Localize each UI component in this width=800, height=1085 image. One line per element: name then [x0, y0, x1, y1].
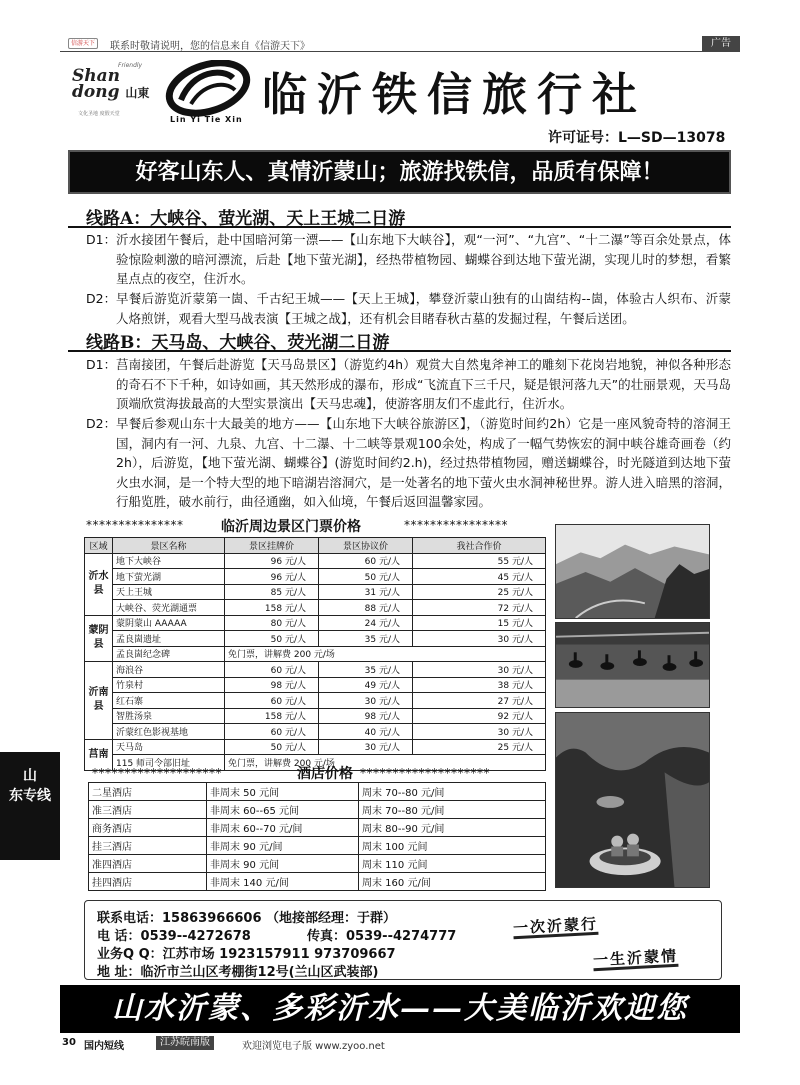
agreed-price: 30 元/人 [319, 739, 413, 755]
list-price: 60 元/人 [225, 724, 319, 740]
source-note: 联系时敬请说明，您的信息来自《信游天下》 [110, 41, 310, 52]
agency-name: 临沂铁信旅行社 [262, 68, 648, 121]
agreed-price: 50 元/人 [319, 569, 413, 585]
hotel-type: 挂三酒店 [89, 837, 207, 855]
publication-logo: 信游天下 [68, 38, 98, 49]
side-section-tab [0, 752, 60, 860]
table-row [85, 662, 546, 678]
list-price: 60 元/人 [225, 662, 319, 678]
table-row [85, 600, 546, 616]
section-name: 国内短线 [84, 1041, 124, 1052]
weekday-price: 非周末 50 元间 [207, 783, 359, 801]
cave-boat-photo [555, 712, 710, 888]
cooperation-price: 72 元/人 [413, 600, 546, 616]
logo-tagline: 文化圣地 度假天堂 [78, 111, 120, 117]
table-row [85, 646, 546, 662]
footer-note: 欢迎浏览电子版 www.zyoo.net [242, 1041, 385, 1052]
cooperation-price: 38 元/人 [413, 677, 546, 693]
weekend-price: 周末 110 元间 [359, 855, 546, 873]
list-price: 98 元/人 [225, 677, 319, 693]
agreed-price: 30 元/人 [319, 693, 413, 709]
table-row [89, 873, 546, 891]
contact-qq: 业务Q Q：江苏市场 1923157911 973709667 [97, 947, 396, 962]
ticket-price-table [84, 537, 546, 771]
day-text: 早餐后游览沂蒙第一崮、千古纪王城——【天上王城】，攀登沂蒙山独有的山崮结构--崮，体验古人织布、沂蒙人烙煎饼，观看大型马战表演【王城之战】，还有机会目睹春秋古墓的发掘过程，午餐后送团。 [116, 291, 731, 326]
day-text: 莒南接团，午餐后赴游览【天马岛景区】（游览约4h）观赏大自然鬼斧神工的雕刻下花岗岩地貌，神似各种形态的奇石不下千种，如诗如画，其天然形成的瀑布，形成“飞流直下三千尺，疑是银河落九天”的壮丽景观，天马岛顶端欣赏海拔最高的大型实景演出【天马忠魂】，使游客朋友们不虚此行，住沂水。 [116, 357, 731, 411]
welcome-banner: 山水沂蒙、多彩沂水——大美临沂欢迎您 [60, 985, 740, 1033]
weekend-price: 周末 100 元间 [359, 837, 546, 855]
side-tab-line: 东专线 [9, 788, 51, 804]
table-row [85, 693, 546, 709]
table-row [85, 553, 546, 569]
top-strip [60, 36, 740, 52]
edition-tag: 江苏皖南版 [156, 1036, 214, 1050]
list-price: 85 元/人 [225, 584, 319, 600]
contact-fax: 传真：0539--4274777 [307, 929, 457, 944]
cooperation-price: 92 元/人 [413, 708, 546, 724]
page-footer [62, 1036, 742, 1052]
agreed-price: 31 元/人 [319, 584, 413, 600]
day-label: D1： [86, 232, 117, 247]
hotel-section-title: 酒店价格 [297, 766, 353, 782]
region-cell: 蒙阴县 [85, 615, 113, 662]
agreed-price: 35 元/人 [319, 631, 413, 647]
attraction-name: 红石寨 [113, 693, 225, 709]
table-row [85, 631, 546, 647]
ticket-section-header [86, 516, 546, 534]
route-b-underline [68, 348, 731, 354]
table-row [89, 837, 546, 855]
column-header: 景区挂牌价 [225, 538, 319, 554]
table-header-row [85, 538, 546, 554]
table-row [85, 724, 546, 740]
agreed-price: 88 元/人 [319, 600, 413, 616]
column-header: 我社合作价 [413, 538, 546, 554]
weekend-price: 周末 70--80 元/间 [359, 783, 546, 801]
column-header: 区域 [85, 538, 113, 554]
agreed-price: 35 元/人 [319, 662, 413, 678]
list-price: 50 元/人 [225, 739, 319, 755]
cooperation-price: 25 元/人 [413, 739, 546, 755]
hotel-type: 商务酒店 [89, 819, 207, 837]
ticket-section-title: 临沂周边景区门票价格 [221, 519, 361, 535]
cooperation-price: 45 元/人 [413, 569, 546, 585]
hotel-price-table [88, 782, 546, 891]
decor-stars: *************** [86, 518, 184, 532]
cooperation-price: 25 元/人 [413, 584, 546, 600]
route-b-title: 线路B：天马岛、大峡谷、荧光湖二日游 [86, 333, 390, 353]
agreed-price: 49 元/人 [319, 677, 413, 693]
hotel-type: 挂四酒店 [89, 873, 207, 891]
route-a-day2 [86, 289, 731, 328]
list-price: 60 元/人 [225, 693, 319, 709]
logo-word: Shan dong [72, 66, 121, 102]
hotel-type: 准四酒店 [89, 855, 207, 873]
table-row [85, 569, 546, 585]
contact-address: 地 址：临沂市兰山区考棚街12号(兰山区武装部) [97, 965, 379, 980]
attraction-name: 大峡谷、荧光湖通票 [113, 600, 225, 616]
side-tab-line: 山 [23, 768, 37, 784]
route-a-day1 [86, 230, 731, 289]
logo-wordmark [72, 68, 152, 101]
weekday-price: 非周末 90 元/间 [207, 837, 359, 855]
ad-label: 广告 [702, 36, 740, 51]
weekday-price: 非周末 90 元间 [207, 855, 359, 873]
agreed-price: 60 元/人 [319, 553, 413, 569]
attraction-name: 沂蒙红色影视基地 [113, 724, 225, 740]
table-row [89, 819, 546, 837]
column-header: 景区协议价 [319, 538, 413, 554]
attraction-name: 地下大峡谷 [113, 553, 225, 569]
hotel-type: 准三酒店 [89, 801, 207, 819]
weekday-price: 非周末 140 元/间 [207, 873, 359, 891]
column-header: 景区名称 [113, 538, 225, 554]
free-admission-note: 免门票，讲解费 200 元/场 [225, 646, 546, 662]
hotel-section-header [92, 763, 552, 781]
attraction-name: 地下萤光湖 [113, 569, 225, 585]
table-row [89, 783, 546, 801]
mountain-photo [555, 524, 710, 619]
weekend-price: 周末 70--80 元/间 [359, 801, 546, 819]
cooperation-price: 30 元/人 [413, 631, 546, 647]
horse-show-photo [555, 622, 710, 708]
slogan-stamp-1: 一次沂蒙行 [512, 914, 599, 938]
logo-friendly-text: Friendly [118, 62, 143, 69]
weekday-price: 非周末 60--65 元间 [207, 801, 359, 819]
region-cell: 沂南县 [85, 662, 113, 740]
cooperation-price: 30 元/人 [413, 724, 546, 740]
decor-stars: ******************** [360, 766, 490, 780]
day-label: D2： [86, 291, 117, 306]
day-text: 沂水接团午餐后，赴中国暗河第一漂——【山东地下大峡谷】，观“一河”、“九宫”、“十二瀑”等百余处景点，体验惊险刺激的暗河漂流，后赴【地下萤光湖】，经热带植物园、蝴蝶谷到达地下萤光湖，实现儿时的梦想，看繁星点点的夜空，住沂水。 [116, 232, 731, 286]
shandong-logo [70, 62, 154, 124]
agreed-price: 40 元/人 [319, 724, 413, 740]
attraction-name: 天马岛 [113, 739, 225, 755]
hotel-type: 二星酒店 [89, 783, 207, 801]
agreed-price: 98 元/人 [319, 708, 413, 724]
slogan-stamp-2: 一生沂蒙情 [592, 946, 679, 970]
day-text: 早餐后参观山东十大最美的地方——【山东地下大峡谷旅游区】，（游览时间约2h）它是一座风貌奇特的溶洞王国，洞内有一河、九泉、九宫、十二瀑、十二峡等景观100余处，构成了一幅气势恢宏的洞中峡谷雄奇画卷（约2h），后游览，【地下萤光湖、蝴蝶谷】(游览时间约2.h)，经过热带植物园，赠送蝴蝶谷，时光隧道到达地下萤火虫水洞，是一个特大型的地下暗湖岩溶洞穴，是一处著名的地下萤火虫水洞神秘世界。游人进入暗黑的溶洞，行船览胜，破水前行，曲径通幽，如入仙境，午餐后返回温馨家园。 [116, 416, 731, 509]
weekend-price: 周末 160 元/间 [359, 873, 546, 891]
list-price: 80 元/人 [225, 615, 319, 631]
cooperation-price: 55 元/人 [413, 553, 546, 569]
region-cell: 莒南 [85, 739, 113, 770]
attraction-name: 天上王城 [113, 584, 225, 600]
attraction-name: 蒙阴蒙山 AAAAA [113, 615, 225, 631]
attraction-name: 海浪谷 [113, 662, 225, 678]
weekday-price: 非周末 60--70 元/间 [207, 819, 359, 837]
cooperation-price: 30 元/人 [413, 662, 546, 678]
logo-caption: Lin Yi Tie Xin [170, 115, 243, 124]
day-label: D1： [86, 357, 117, 372]
ticket-table-body [85, 553, 546, 770]
list-price: 96 元/人 [225, 553, 319, 569]
table-row [85, 615, 546, 631]
hotel-table-body [89, 783, 546, 891]
contact-box [84, 900, 722, 980]
weekend-price: 周末 80--90 元/间 [359, 819, 546, 837]
route-a-title: 线路A：大峡谷、萤光湖、天上王城二日游 [86, 209, 406, 229]
contact-tel: 电 话：0539--4272678 [97, 929, 251, 944]
license-number: 许可证号：L—SD—13078 [548, 130, 726, 146]
list-price: 96 元/人 [225, 569, 319, 585]
attraction-name: 孟良崮纪念碑 [113, 646, 225, 662]
cooperation-price: 15 元/人 [413, 615, 546, 631]
day-label: D2： [86, 416, 117, 431]
free-admission-note: 免门票，讲解费 200 元/场 [225, 755, 546, 771]
cooperation-price: 27 元/人 [413, 693, 546, 709]
slogan-banner: 好客山东人、真情沂蒙山；旅游找铁信，品质有保障！ [68, 150, 731, 194]
agreed-price: 24 元/人 [319, 615, 413, 631]
table-row [89, 855, 546, 873]
table-row [89, 801, 546, 819]
table-row [85, 584, 546, 600]
list-price: 158 元/人 [225, 708, 319, 724]
page-number: 30 [62, 1037, 76, 1048]
decor-stars: **************** [404, 518, 508, 532]
route-b-day1 [86, 355, 731, 414]
decor-stars: ******************** [92, 766, 222, 780]
attraction-name: 孟良崮遗址 [113, 631, 225, 647]
table-row [85, 708, 546, 724]
list-price: 50 元/人 [225, 631, 319, 647]
attraction-name: 智胜汤泉 [113, 708, 225, 724]
table-row [85, 677, 546, 693]
contact-phone: 联系电话：15863966606 （地接部经理：于群） [97, 911, 397, 926]
list-price: 158 元/人 [225, 600, 319, 616]
table-row [85, 739, 546, 755]
region-cell: 沂水县 [85, 553, 113, 615]
attraction-name: 115 师司令部旧址 [113, 755, 225, 771]
attraction-name: 竹泉村 [113, 677, 225, 693]
route-b-day2 [86, 414, 731, 512]
logo-cn: 山東 [125, 86, 150, 100]
